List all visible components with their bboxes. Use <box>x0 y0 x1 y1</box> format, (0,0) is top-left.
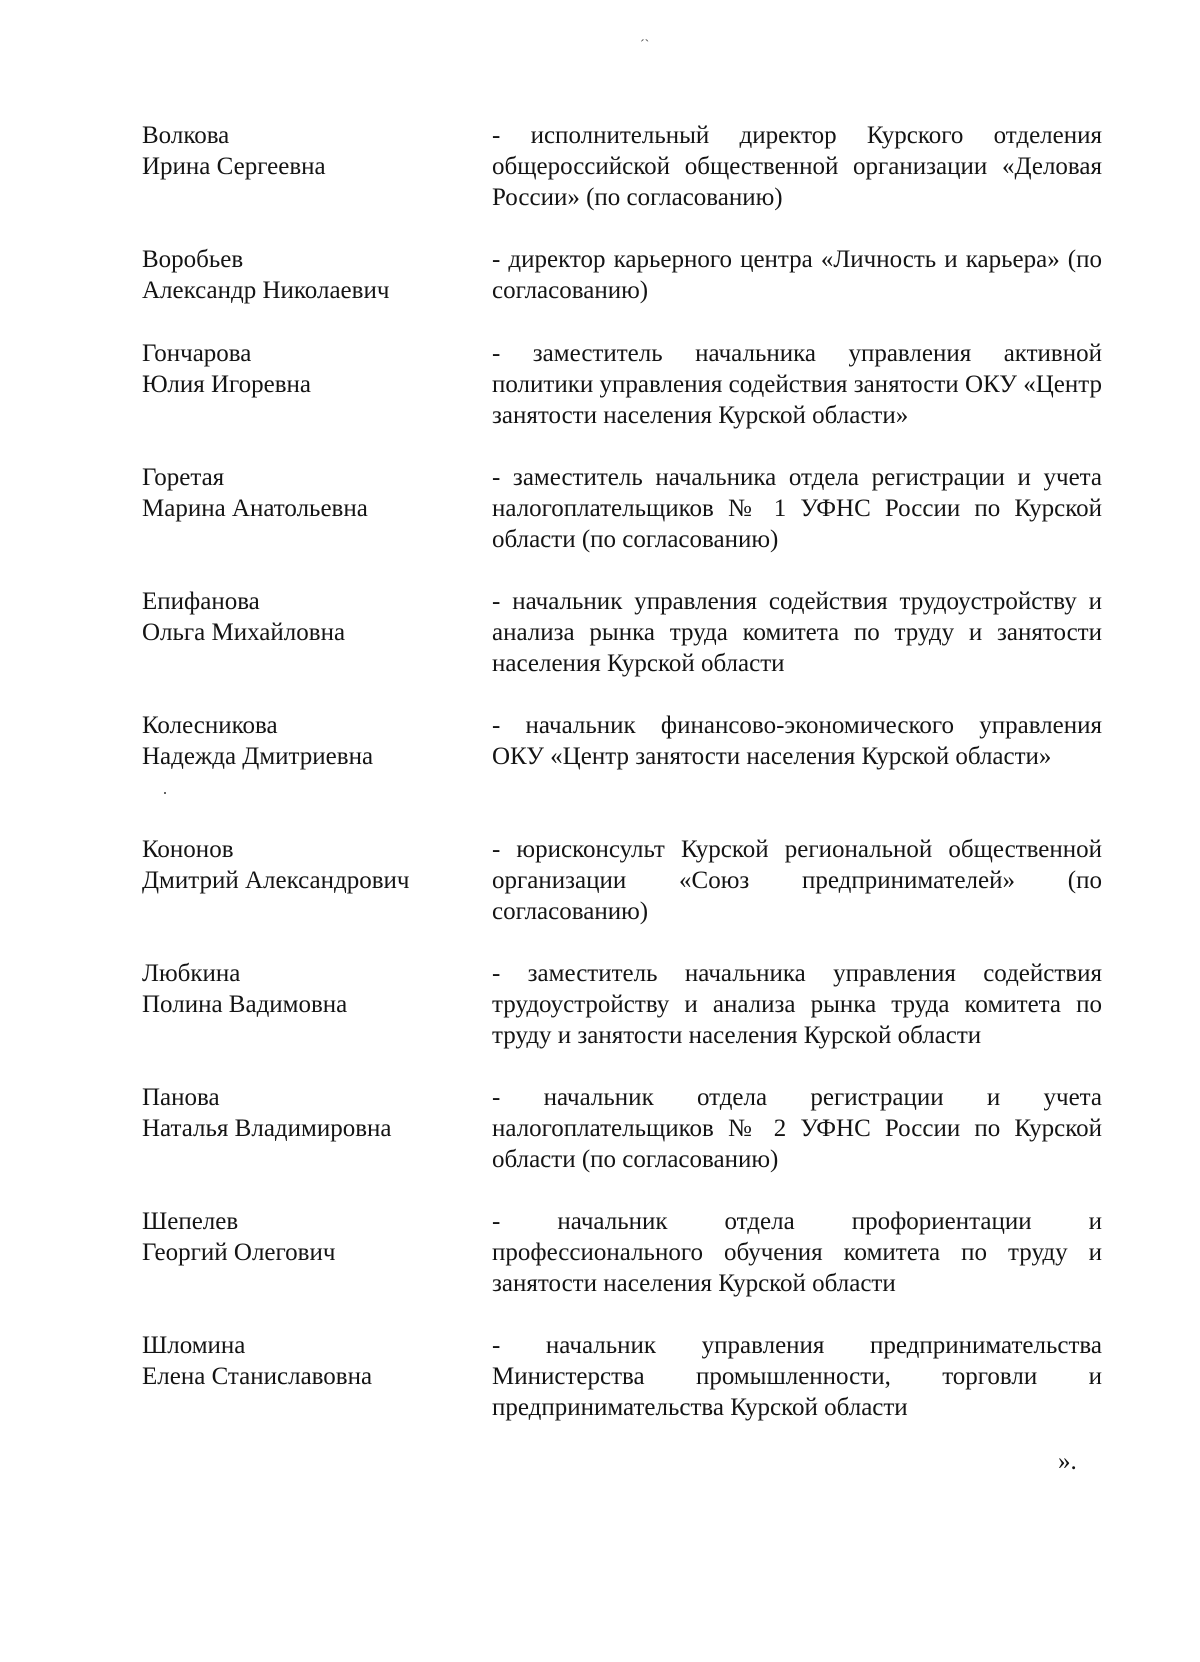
member-entry <box>142 586 1102 679</box>
member-entry <box>142 1206 1102 1299</box>
member-given-name: Полина Вадимовна <box>142 991 348 1018</box>
member-given-name: Марина Анатольевна <box>142 495 368 522</box>
member-name <box>142 462 492 555</box>
member-position: - начальник отдела регистрации и учета налогоплательщиков № 2 УФНС России по Курской области (по согласованию) <box>492 1084 1102 1173</box>
member-name <box>142 710 492 772</box>
member-name <box>142 586 492 679</box>
member-surname: Шепелев <box>142 1208 239 1235</box>
closing-quote: ». <box>1058 1448 1077 1475</box>
member-surname: Горетая <box>142 464 225 491</box>
member-position: - начальник отдела профориентации и профессионального обучения комитета по труду и занятости населения Курской области <box>492 1208 1102 1297</box>
member-surname: Волкова <box>142 122 230 149</box>
member-name <box>142 958 492 1051</box>
member-entry <box>142 338 1102 431</box>
member-surname: Панова <box>142 1084 220 1111</box>
member-surname: Гончарова <box>142 340 252 367</box>
member-position: - исполнительный директор Курского отделения общероссийской общественной организации «Деловая России» (по согласованию) <box>492 122 1102 211</box>
member-given-name: Ирина Сергеевна <box>142 153 326 180</box>
member-position: - начальник управления содействия трудоустройству и анализа рынка труда комитета по труду и занятости населения Курской области <box>492 588 1102 677</box>
member-entry <box>142 710 1102 772</box>
member-name <box>142 338 492 431</box>
member-given-name: Наталья Владимировна <box>142 1115 392 1142</box>
member-entry <box>142 958 1102 1051</box>
member-entry <box>142 834 1102 927</box>
member-position: - директор карьерного центра «Личность и карьера» (по согласованию) <box>492 246 1102 304</box>
member-surname: Епифанова <box>142 588 260 615</box>
member-surname: Кононов <box>142 836 234 863</box>
member-surname: Любкина <box>142 960 241 987</box>
member-name <box>142 120 492 213</box>
top-scan-mark: ´` <box>640 38 650 53</box>
member-position: - начальник финансово-экономического управления ОКУ «Центр занятости населения Курской области» <box>492 712 1102 770</box>
member-given-name: Дмитрий Александрович <box>142 867 410 894</box>
member-entry <box>142 244 1102 306</box>
member-position: - начальник управления предпринимательства Министерства промышленности, торговли и предпринимательства Курской области <box>492 1332 1102 1421</box>
member-entry <box>142 1330 1102 1423</box>
member-entry <box>142 462 1102 555</box>
member-given-name: Юлия Игоревна <box>142 371 312 398</box>
member-entry <box>142 120 1102 213</box>
member-surname: Шломина <box>142 1332 246 1359</box>
member-given-name: Александр Николаевич <box>142 277 390 304</box>
member-given-name: Надежда Дмитриевна <box>142 743 374 770</box>
member-given-name: Георгий Олегович <box>142 1239 336 1266</box>
member-position: - заместитель начальника отдела регистрации и учета налогоплательщиков № 1 УФНС России по Курской области (по согласованию) <box>492 464 1102 553</box>
member-name <box>142 834 492 927</box>
member-given-name: Ольга Михайловна <box>142 619 346 646</box>
member-surname: Колесникова <box>142 712 278 739</box>
member-name <box>142 1082 492 1175</box>
scan-speck <box>164 792 166 794</box>
member-name <box>142 1330 492 1423</box>
member-entry <box>142 1082 1102 1175</box>
member-surname: Воробьев <box>142 246 244 273</box>
member-given-name: Елена Станиславовна <box>142 1363 373 1390</box>
member-position: - заместитель начальника управления активной политики управления содействия занятости ОКУ «Центр занятости населения Курской области» <box>492 340 1102 429</box>
member-position: - заместитель начальника управления содействия трудоустройству и анализа рынка труда комитета по труду и занятости населения Курской области <box>492 960 1102 1049</box>
member-position: - юрисконсульт Курской региональной общественной организации «Союз предпринимателей» (по согласованию) <box>492 836 1102 925</box>
member-name <box>142 1206 492 1299</box>
member-name <box>142 244 492 306</box>
